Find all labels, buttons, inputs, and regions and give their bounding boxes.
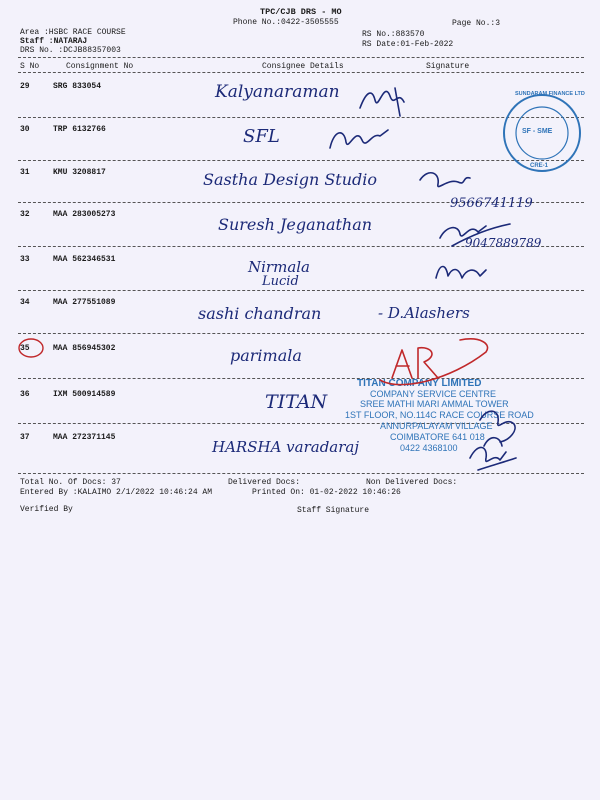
- verified-by: Verified By: [20, 505, 73, 514]
- titan-stamp-line: COMPANY SERVICE CENTRE: [370, 389, 497, 399]
- titan-stamp-line: SREE MATHI MARI AMMAL TOWER: [360, 399, 509, 409]
- row-consignment: MAA 562346531: [53, 255, 116, 264]
- handwritten-consignee: Nirmala: [248, 258, 310, 276]
- row-sno: 37: [20, 433, 30, 442]
- handwritten-consignee: Suresh Jeganathan: [218, 215, 373, 234]
- handwritten-phone: 9566741119: [450, 196, 533, 211]
- drs-number: DRS No. :DCJB88357003: [20, 46, 121, 55]
- handwritten-consignee: Kalyanaraman: [215, 82, 340, 102]
- titan-stamp-line: ANNURPALAYAM VILLAGE: [380, 421, 493, 431]
- sundaram-stamp-bottom: CRE-1: [530, 163, 549, 169]
- handwritten-consignee: sashi chandran: [198, 304, 322, 323]
- handwritten-consignee: Sastha Design Studio: [203, 170, 378, 189]
- phone-number: Phone No.:0422-3505555: [233, 18, 339, 27]
- document-title: TPC/CJB DRS - MO: [260, 7, 342, 17]
- row-consignment: MAA 272371145: [53, 433, 116, 442]
- sundaram-stamp-ring: SUNDARAM FINANCE LTD: [515, 91, 585, 97]
- titan-stamp-line: 1ST FLOOR, NO.114C RACE COURSE ROAD: [345, 410, 534, 420]
- row-sno: 30: [20, 125, 30, 134]
- row-consignment: KMU 3208817: [53, 168, 106, 177]
- titan-stamp-line: 0422 4368100: [400, 443, 458, 453]
- row-sno: 29: [20, 82, 30, 91]
- area-field: Area :HSBC RACE COURSE: [20, 28, 126, 37]
- rs-date: RS Date:01-Feb-2022: [362, 40, 454, 49]
- rs-number: RS No.:883570: [362, 30, 425, 39]
- staff-signature: Staff Signature: [297, 506, 370, 515]
- row-sno: 35: [20, 344, 30, 353]
- total-docs: Total No. Of Docs: 37: [20, 478, 121, 487]
- handwritten-consignee: TITAN: [265, 391, 328, 413]
- row-consignment: SRG 833054: [53, 82, 102, 91]
- row-sno: 34: [20, 298, 30, 307]
- handwritten-phone: 9047889789: [465, 236, 542, 250]
- delivered-docs: Delivered Docs:: [228, 478, 301, 487]
- row-consignment: MAA 277551089: [53, 298, 116, 307]
- handwritten-consignee: parimala: [230, 346, 302, 365]
- sundaram-stamp-center: SF - SME: [522, 128, 553, 135]
- page-number: Page No.:3: [452, 19, 501, 28]
- titan-stamp-line: TITAN COMPANY LIMITED: [357, 378, 482, 389]
- row-sno: 33: [20, 255, 30, 264]
- column-header-consignment: Consignment No: [66, 62, 134, 71]
- row-consignment: IXM 500914589: [53, 390, 116, 399]
- titan-stamp-line: COIMBATORE 641 018: [390, 432, 485, 442]
- row-sno: 36: [20, 390, 30, 399]
- non-delivered-docs: Non Delivered Docs:: [366, 478, 458, 487]
- column-header-sno: S No: [20, 62, 40, 71]
- row-consignment: MAA 283005273: [53, 210, 116, 219]
- printed-on: Printed On: 01-02-2022 10:46:26: [252, 488, 401, 497]
- entered-by: Entered By :KALAIMO 2/1/2022 10:46:24 AM: [20, 488, 213, 497]
- row-sno: 31: [20, 168, 30, 177]
- row-marker-circle: [19, 339, 43, 357]
- handwritten-consignee: SFL: [243, 126, 280, 147]
- row-consignment: MAA 856945302: [53, 344, 116, 353]
- row-sno: 32: [20, 210, 30, 219]
- handwritten-signature-text: - D.Alashers: [378, 304, 470, 322]
- column-header-consignee: Consignee Details: [262, 62, 344, 71]
- staff-field: Staff :NATARAJ: [20, 37, 88, 46]
- column-header-signature: Signature: [426, 62, 470, 71]
- row-consignment: TRP 6132766: [53, 125, 106, 134]
- handwritten-consignee: HARSHA varadaraj: [212, 438, 360, 456]
- handwritten-consignee-line2: Lucid: [262, 274, 299, 289]
